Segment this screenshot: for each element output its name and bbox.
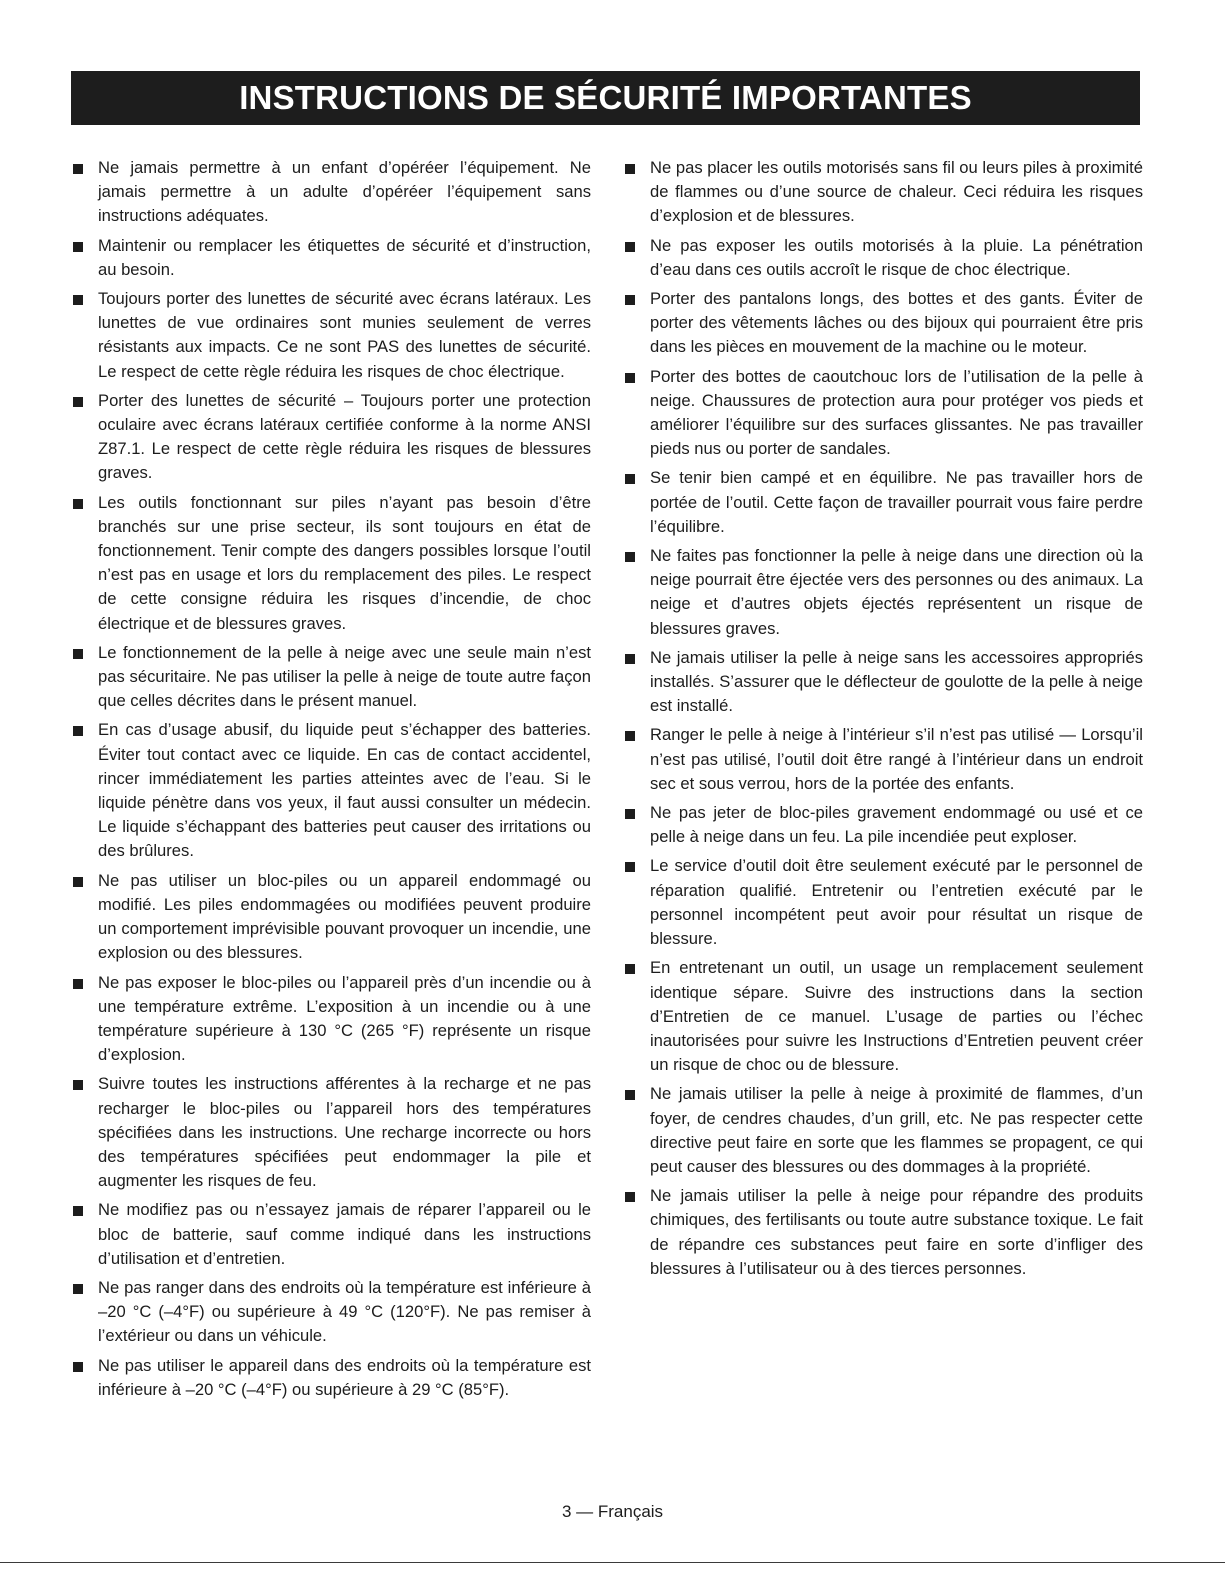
bottom-divider	[0, 1562, 1225, 1563]
list-item-text: Ne modifiez pas ou n’essayez jamais de réparer l’appareil ou le bloc de batterie, sauf comme indiqué dans les instructions d’utilisation et d’entretien.	[98, 1200, 591, 1268]
list-item-text: Ne pas utiliser un bloc-piles ou un appareil endommagé ou modifié. Les piles endommagées ou modifiées peuvent produire un comportement imprévisible pouvant provoquer un incendie, une explosion ou des blessures.	[98, 870, 591, 963]
page-number: 3	[561, 1502, 572, 1521]
list-item	[71, 1354, 591, 1402]
list-item	[623, 544, 1143, 641]
square-bullet-icon	[625, 373, 635, 383]
list-item	[71, 234, 591, 282]
list-item	[623, 1082, 1143, 1179]
footer-separator: —	[576, 1502, 594, 1521]
list-item	[623, 801, 1143, 849]
list-item	[71, 1072, 591, 1193]
list-item-text: En cas d’usage abusif, du liquide peut s’échapper des batteries. Éviter tout contact avec ce liquide. En cas de contact accidentel, rincer immédiatement les parties atteintes avec de l’eau. Si le liquide pénètre dans vos yeux, il faut aussi consulter un médecin. Le liquide s’échappant des batteries peut causer des irritations ou des brûlures.	[98, 720, 591, 861]
list-item	[623, 287, 1143, 360]
list-item	[71, 1276, 591, 1349]
list-item-text: Ne pas utiliser le appareil dans des endroits où la température est inférieure à –20 °C (–4°F) ou supérieure à 29 °C (85°F).	[98, 1355, 591, 1399]
square-bullet-icon	[73, 1206, 83, 1216]
list-item	[623, 466, 1143, 539]
list-item	[71, 869, 591, 966]
list-item	[623, 646, 1143, 719]
square-bullet-icon	[73, 877, 83, 887]
list-item	[71, 156, 591, 229]
list-item	[71, 389, 591, 486]
title-banner	[71, 71, 1140, 125]
list-item-text: Ne pas exposer les outils motorisés à la pluie. La pénétration d’eau dans ces outils accroît le risque de choc électrique.	[650, 235, 1143, 279]
square-bullet-icon	[625, 654, 635, 664]
list-item	[71, 287, 591, 384]
footer-language: Français	[597, 1502, 664, 1521]
list-item-text: Ne pas exposer le bloc-piles ou l’appareil près d’un incendie ou à une température extrême. L’exposition à un incendie ou à une température supérieure à 130 °C (265 °F) représente un risque d’explosion.	[98, 972, 591, 1065]
list-item	[71, 491, 591, 636]
list-item-text: Porter des pantalons longs, des bottes et des gants. Éviter de porter des vêtements lâches ou des bijoux qui pourraient être pris dans les pièces en mouvement de la machine ou le moteur.	[650, 289, 1143, 357]
list-item	[623, 365, 1143, 462]
square-bullet-icon	[73, 649, 83, 659]
square-bullet-icon	[625, 242, 635, 252]
list-item-text: Ranger le pelle à neige à l’intérieur s’il n’est pas utilisé — Lorsqu’il n’est pas utilisé, l’outil doit être rangé à l’intérieur dans un endroit sec et sous verrou, hors de la portée des enfants.	[650, 725, 1143, 793]
list-item-text: Maintenir ou remplacer les étiquettes de sécurité et d’instruction, au besoin.	[98, 235, 591, 279]
list-item-text: Le fonctionnement de la pelle à neige avec une seule main n’est pas sécuritaire. Ne pas utiliser la pelle à neige de toute autre façon que celles décrites dans le présent manuel.	[98, 642, 591, 711]
square-bullet-icon	[625, 474, 635, 484]
list-item	[71, 1198, 591, 1271]
square-bullet-icon	[625, 552, 635, 562]
square-bullet-icon	[73, 397, 83, 407]
square-bullet-icon	[73, 499, 83, 509]
square-bullet-icon	[73, 1362, 83, 1372]
square-bullet-icon	[73, 1284, 83, 1294]
right-column	[623, 156, 1143, 1286]
square-bullet-icon	[625, 809, 635, 819]
square-bullet-icon	[73, 164, 83, 174]
list-item-text: Porter des lunettes de sécurité – Toujours porter une protection oculaire avec écrans latéraux certifiée conforme à la norme ANSI Z87.1. Le respect de cette règle réduira les risques de blessures graves.	[98, 390, 591, 483]
square-bullet-icon	[625, 295, 635, 305]
square-bullet-icon	[73, 242, 83, 252]
list-item	[71, 718, 591, 863]
list-item-text: Ne faites pas fonctionner la pelle à neige dans une direction où la neige pourrait être éjectée vers des personnes ou des animaux. La neige et d’autres objets éjectés représentent un risque de blessures graves.	[650, 546, 1143, 638]
page-title: INSTRUCTIONS DE SÉCURITÉ IMPORTANTES	[239, 79, 972, 116]
list-item-text: Le service d’outil doit être seulement exécuté par le personnel de réparation qualifié. Entretenir ou l’entretien exécuté par le personnel incompétent peut avoir pour résultat un risque de blessure.	[650, 856, 1143, 949]
square-bullet-icon	[73, 1080, 83, 1090]
list-item	[623, 723, 1143, 796]
list-item	[623, 1184, 1143, 1281]
list-item	[623, 234, 1143, 282]
list-item-text: Porter des bottes de caoutchouc lors de l’utilisation de la pelle à neige. Chaussures de protection aura pour protéger vos pieds et améliorer l’équilibre sur des surfaces glissantes. Ne pas travailler pieds nus ou porter de sandales.	[650, 366, 1143, 459]
list-item-text: Ne jamais utiliser la pelle à neige à proximité de flammes, d’un foyer, de cendres chaudes, d’un grill, etc. Ne pas respecter cette directive peut faire en sorte que les flammes se propagent, ce qui peut causer des blessures ou des dommages à la propriété.	[650, 1084, 1143, 1176]
left-column	[71, 156, 591, 1407]
list-item-text: Ne jamais utiliser la pelle à neige sans les accessoires appropriés installés. S’assurer que le déflecteur de goulotte de la pelle à neige est installé.	[650, 647, 1143, 716]
square-bullet-icon	[73, 295, 83, 305]
list-item-text: Toujours porter des lunettes de sécurité avec écrans latéraux. Les lunettes de vue ordinaires sont munies seulement de verres résistants aux impacts. Ce ne sont PAS des lunettes de sécurité. Le respect de cette règle réduira les risques de choc électrique.	[98, 289, 591, 381]
list-item	[623, 956, 1143, 1077]
list-item-text: En entretenant un outil, un usage un remplacement seulement identique sépare. Suivre des instructions dans la section d’Entretien de ce manuel. L’usage de parties ou l’échec inautorisées pour suivre les Instructions d’Entretien peuvent créer un risque de choc ou de blessure.	[650, 958, 1143, 1075]
square-bullet-icon	[73, 726, 83, 736]
square-bullet-icon	[625, 964, 635, 974]
list-item-text: Ne jamais permettre à un enfant d’opéréer l’équipement. Ne jamais permettre à un adulte d’opéréer l’équipement sans instructions adéquates.	[98, 158, 591, 226]
list-item	[623, 156, 1143, 229]
list-item-text: Les outils fonctionnant sur piles n’ayant pas besoin d’être branchés sur une prise secteur, ils sont toujours en état de fonctionnement. Tenir compte des dangers possibles lorsque l’outil n’est pas en usage et lors du remplacement des piles. Le respect de cette consigne réduira les risques d’incendie, de choc électrique et de blessures graves.	[98, 492, 591, 633]
square-bullet-icon	[625, 862, 635, 872]
list-item-text: Ne pas jeter de bloc-piles gravement endommagé ou usé et ce pelle à neige dans un feu. La pile incendiée peut exploser.	[650, 803, 1143, 847]
list-item	[623, 854, 1143, 951]
square-bullet-icon	[625, 1090, 635, 1100]
square-bullet-icon	[625, 164, 635, 174]
list-item	[71, 641, 591, 714]
square-bullet-icon	[625, 1192, 635, 1202]
list-item-text: Se tenir bien campé et en équilibre. Ne pas travailler hors de portée de l’outil. Cette façon de travailler pourrait vous faire perdre l’équilibre.	[650, 468, 1143, 536]
square-bullet-icon	[73, 979, 83, 989]
list-item	[71, 971, 591, 1068]
list-item-text: Ne pas ranger dans des endroits où la température est inférieure à –20 °C (–4°F) ou supérieure à 49 °C (120°F). Ne pas remiser à l’extérieur ou dans un véhicule.	[98, 1277, 591, 1346]
list-item-text: Ne pas placer les outils motorisés sans fil ou leurs piles à proximité de flammes ou d’une source de chaleur. Ceci réduira les risques d’explosion et de blessures.	[650, 158, 1143, 226]
page-footer	[0, 1502, 1225, 1522]
list-item-text: Ne jamais utiliser la pelle à neige pour répandre des produits chimiques, des fertilisants ou toute autre substance toxique. Le fait de répandre ces substances peut faire en sorte d’infliger des blessures à l’utilisateur ou à des tierces personnes.	[650, 1186, 1143, 1278]
square-bullet-icon	[625, 731, 635, 741]
list-item-text: Suivre toutes les instructions afférentes à la recharge et ne pas recharger le bloc-piles ou l’appareil hors des températures spécifiées dans les instructions. Une recharge incorrecte ou hors des températures spécifiées peut endommager la pile et augmenter les risques de feu.	[98, 1074, 591, 1191]
